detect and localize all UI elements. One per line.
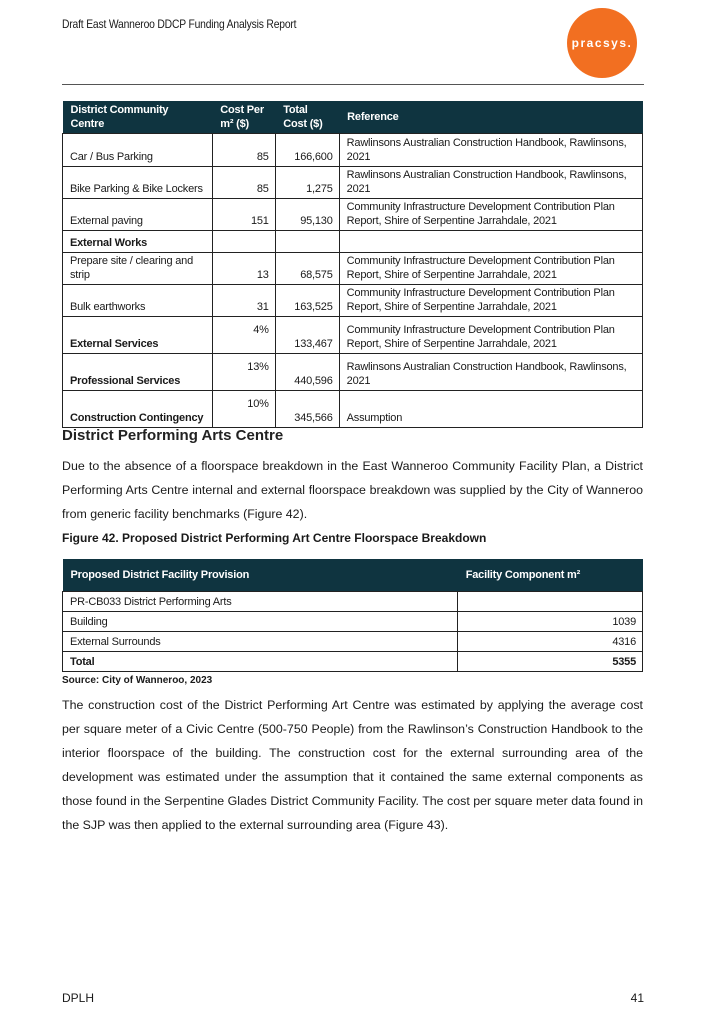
row-total: 68,575 xyxy=(275,253,339,285)
row-item: External paving xyxy=(63,199,213,231)
row-cost-per: 31 xyxy=(212,285,275,317)
row-reference: Rawlinsons Australian Construction Handbook, Rawlinsons, 2021 xyxy=(339,167,642,199)
row-cost-per: 85 xyxy=(212,134,275,167)
table-row xyxy=(63,231,643,253)
row-reference: Community Infrastructure Development Contribution Plan Report, Shire of Serpentine Jarrahdale, 2021 xyxy=(339,199,642,231)
row-item: Prepare site / clearing and strip xyxy=(63,253,213,285)
cost-paragraph: The construction cost of the District Performing Art Centre was estimated by applying the average cost per square meter of a Civic Centre (500-750 People) from the Rawlinson’s Construction Handbook to the interior floorspace of the building. The construction cost for the external surrounding area of the development was estimated under the assumption that it contained the same external components as those found in the Serpentine Glades District Community Facility. The cost per square meter data found in the SJP was then applied to the external surrounding area (Figure 43). xyxy=(62,698,643,832)
col-header-provision: Proposed District Facility Provision xyxy=(63,559,458,592)
community-centre-cost-table xyxy=(62,101,643,428)
table-row xyxy=(63,285,643,317)
document-title: Draft East Wanneroo DDCP Funding Analysis Report xyxy=(62,17,297,31)
row-item: Construction Contingency xyxy=(63,391,213,428)
row-item: External Works xyxy=(63,231,213,253)
row-total: 95,130 xyxy=(275,199,339,231)
col-header-reference: Reference xyxy=(339,101,642,134)
row-cost-per: 13 xyxy=(212,253,275,285)
row-total: 1,275 xyxy=(275,167,339,199)
pracsys-logo xyxy=(567,8,637,78)
row-reference: Community Infrastructure Development Contribution Plan Report, Shire of Serpentine Jarrahdale, 2021 xyxy=(339,285,642,317)
row-reference xyxy=(339,231,642,253)
table-header-row xyxy=(63,559,643,592)
row-cost-per: 4% xyxy=(212,317,275,354)
row-value: 4316 xyxy=(458,632,643,652)
section-heading: District Performing Arts Centre xyxy=(62,427,284,444)
row-item: Building xyxy=(63,612,458,632)
row-reference: Community Infrastructure Development Contribution Plan Report, Shire of Serpentine Jarrahdale, 2021 xyxy=(339,253,642,285)
table-row xyxy=(63,632,643,652)
table-row xyxy=(63,253,643,285)
row-item: Bulk earthworks xyxy=(63,285,213,317)
row-value: 5355 xyxy=(458,652,643,672)
logo-text: pracsys. xyxy=(571,36,633,50)
col-header-component: Facility Component m² xyxy=(458,559,643,592)
row-item: External Services xyxy=(63,317,213,354)
col-header-total: Total Cost ($) xyxy=(275,101,339,134)
col-header-cost-per: Cost Per m² ($) xyxy=(212,101,275,134)
row-item: Total xyxy=(63,652,458,672)
floorspace-breakdown-table xyxy=(62,559,643,672)
row-item: Professional Services xyxy=(63,354,213,391)
table-row xyxy=(63,167,643,199)
page-number: 41 xyxy=(630,991,644,1005)
table-row xyxy=(63,199,643,231)
row-cost-per xyxy=(212,231,275,253)
col-header-item: District Community Centre xyxy=(63,101,213,134)
row-value xyxy=(458,592,643,612)
table-row xyxy=(63,612,643,632)
table-row xyxy=(63,134,643,167)
source-note: Source: City of Wanneroo, 2023 xyxy=(62,675,213,686)
row-cost-per: 85 xyxy=(212,167,275,199)
table-row xyxy=(63,354,643,391)
row-item: Car / Bus Parking xyxy=(63,134,213,167)
row-reference: Assumption xyxy=(339,391,642,428)
row-cost-per: 10% xyxy=(212,391,275,428)
row-value: 1039 xyxy=(458,612,643,632)
table-header-row xyxy=(63,101,643,134)
table-row xyxy=(63,317,643,354)
header-divider xyxy=(62,84,644,85)
row-cost-per: 151 xyxy=(212,199,275,231)
row-total: 166,600 xyxy=(275,134,339,167)
footer-org: DPLH xyxy=(62,991,95,1005)
row-item: Bike Parking & Bike Lockers xyxy=(63,167,213,199)
row-reference: Rawlinsons Australian Construction Handbook, Rawlinsons, 2021 xyxy=(339,354,642,391)
table-row xyxy=(63,592,643,612)
table-row xyxy=(63,391,643,428)
row-total: 133,467 xyxy=(275,317,339,354)
row-item: External Surrounds xyxy=(63,632,458,652)
row-total xyxy=(275,231,339,253)
figure-caption: Figure 42. Proposed District Performing Art Centre Floorspace Breakdown xyxy=(62,531,487,545)
table-total-row xyxy=(63,652,643,672)
row-item: PR-CB033 District Performing Arts xyxy=(63,592,458,612)
row-reference: Rawlinsons Australian Construction Handbook, Rawlinsons, 2021 xyxy=(339,134,642,167)
row-total: 440,596 xyxy=(275,354,339,391)
intro-paragraph: Due to the absence of a floorspace breakdown in the East Wanneroo Community Facility Plan, a District Performing Arts Centre internal and external floorspace breakdown was supplied by the City of Wanneroo from generic facility benchmarks (Figure 42). xyxy=(62,459,643,521)
row-total: 163,525 xyxy=(275,285,339,317)
row-reference: Community Infrastructure Development Contribution Plan Report, Shire of Serpentine Jarrahdale, 2021 xyxy=(339,317,642,354)
row-total: 345,566 xyxy=(275,391,339,428)
row-cost-per: 13% xyxy=(212,354,275,391)
